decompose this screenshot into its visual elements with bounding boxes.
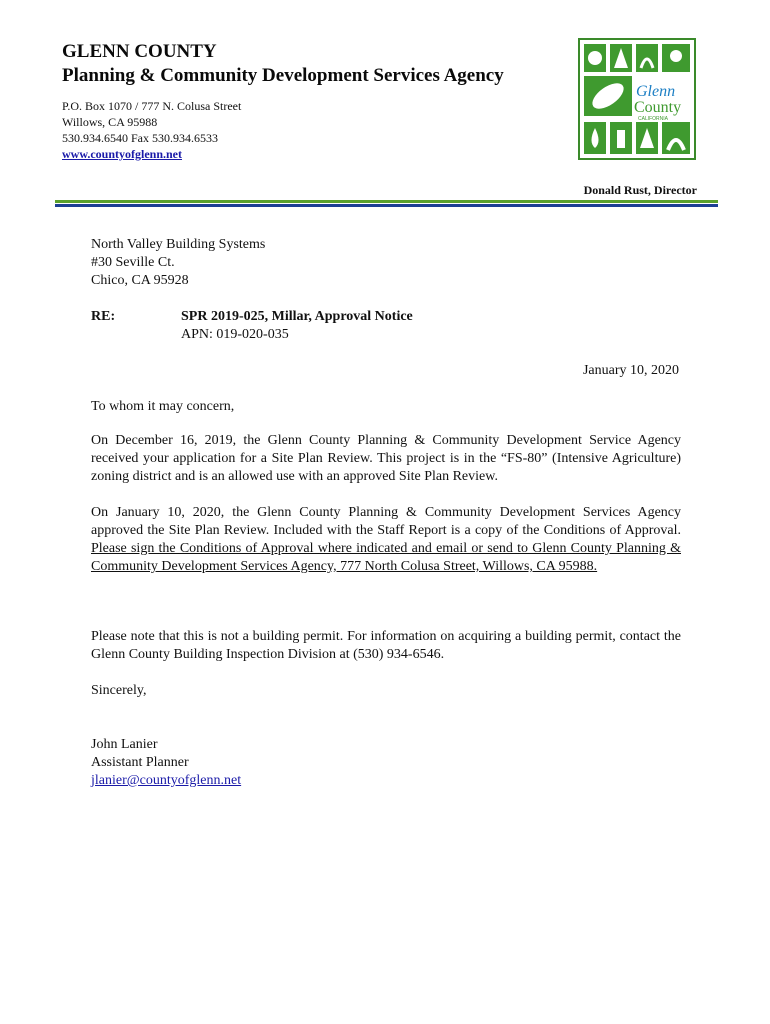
- letterhead-address: [62, 98, 241, 162]
- paragraph-1: On December 16, 2019, the Glenn County Planning & Community Development Service Agency received your application for a Site Plan Review. This project is in the “FS-80” (Intensive Agriculture) zoning district and is an allowed use with an approved Site Plan Review.: [91, 433, 681, 484]
- letter-date: January 10, 2020: [582, 363, 679, 378]
- county-name: GLENN COUNTY: [62, 41, 217, 62]
- re-subject: SPR 2019-025, Millar, Approval Notice: [181, 309, 413, 324]
- signer-name: John Lanier: [91, 737, 158, 752]
- signer-email-link[interactable]: jlanier@countyofglenn.net: [91, 773, 242, 788]
- signature-block: [91, 736, 241, 790]
- glenn-county-logo: [578, 38, 696, 160]
- re-block: [181, 308, 413, 344]
- website-link[interactable]: www.countyofglenn.net: [62, 147, 183, 161]
- phone-fax: 530.934.6540 Fax 530.934.6533: [62, 131, 218, 145]
- header-rule-blue: [55, 204, 718, 207]
- director-name: Donald Rust, Director: [583, 183, 697, 197]
- salutation: To whom it may concern,: [91, 399, 235, 414]
- re-label: RE:: [91, 309, 116, 324]
- paragraph-3: Please note that this is not a building permit. For information on acquiring a building permit, contact the Glenn County Building Inspection Division at (530) 934-6546.: [91, 629, 681, 662]
- address-line-1: P.O. Box 1070 / 777 N. Colusa Street: [62, 99, 242, 113]
- recipient-street: #30 Seville Ct.: [91, 255, 175, 270]
- svg-text:County: County: [634, 99, 682, 116]
- letterhead-title: [62, 40, 504, 88]
- paragraph-2-instructions: Please sign the Conditions of Approval where indicated and email or send to Glenn County Planning & Community Development Services Agency, 777 North Colusa Street, Willows, CA 95988.: [91, 541, 681, 574]
- paragraph-2: [91, 504, 681, 576]
- svg-text:Glenn: Glenn: [636, 83, 676, 100]
- recipient-city: Chico, CA 95928: [91, 273, 189, 288]
- header-rule-green: [55, 200, 718, 203]
- re-apn: APN: 019-020-035: [181, 327, 289, 342]
- recipient-address: [91, 236, 265, 290]
- svg-text:CALIFORNIA: CALIFORNIA: [638, 116, 669, 122]
- signer-title: Assistant Planner: [91, 755, 189, 770]
- logo-icon: [578, 38, 696, 160]
- recipient-name: North Valley Building Systems: [91, 237, 266, 252]
- agency-name: Planning & Community Development Services Agency: [62, 65, 504, 86]
- paragraph-2-text: On January 10, 2020, the Glenn County Planning & Community Development Services Agency approved the Site Plan Review. Included with the Staff Report is a copy of the Conditions of Approval.: [91, 505, 681, 538]
- address-line-2: Willows, CA 95988: [62, 115, 158, 129]
- closing: Sincerely,: [91, 683, 147, 698]
